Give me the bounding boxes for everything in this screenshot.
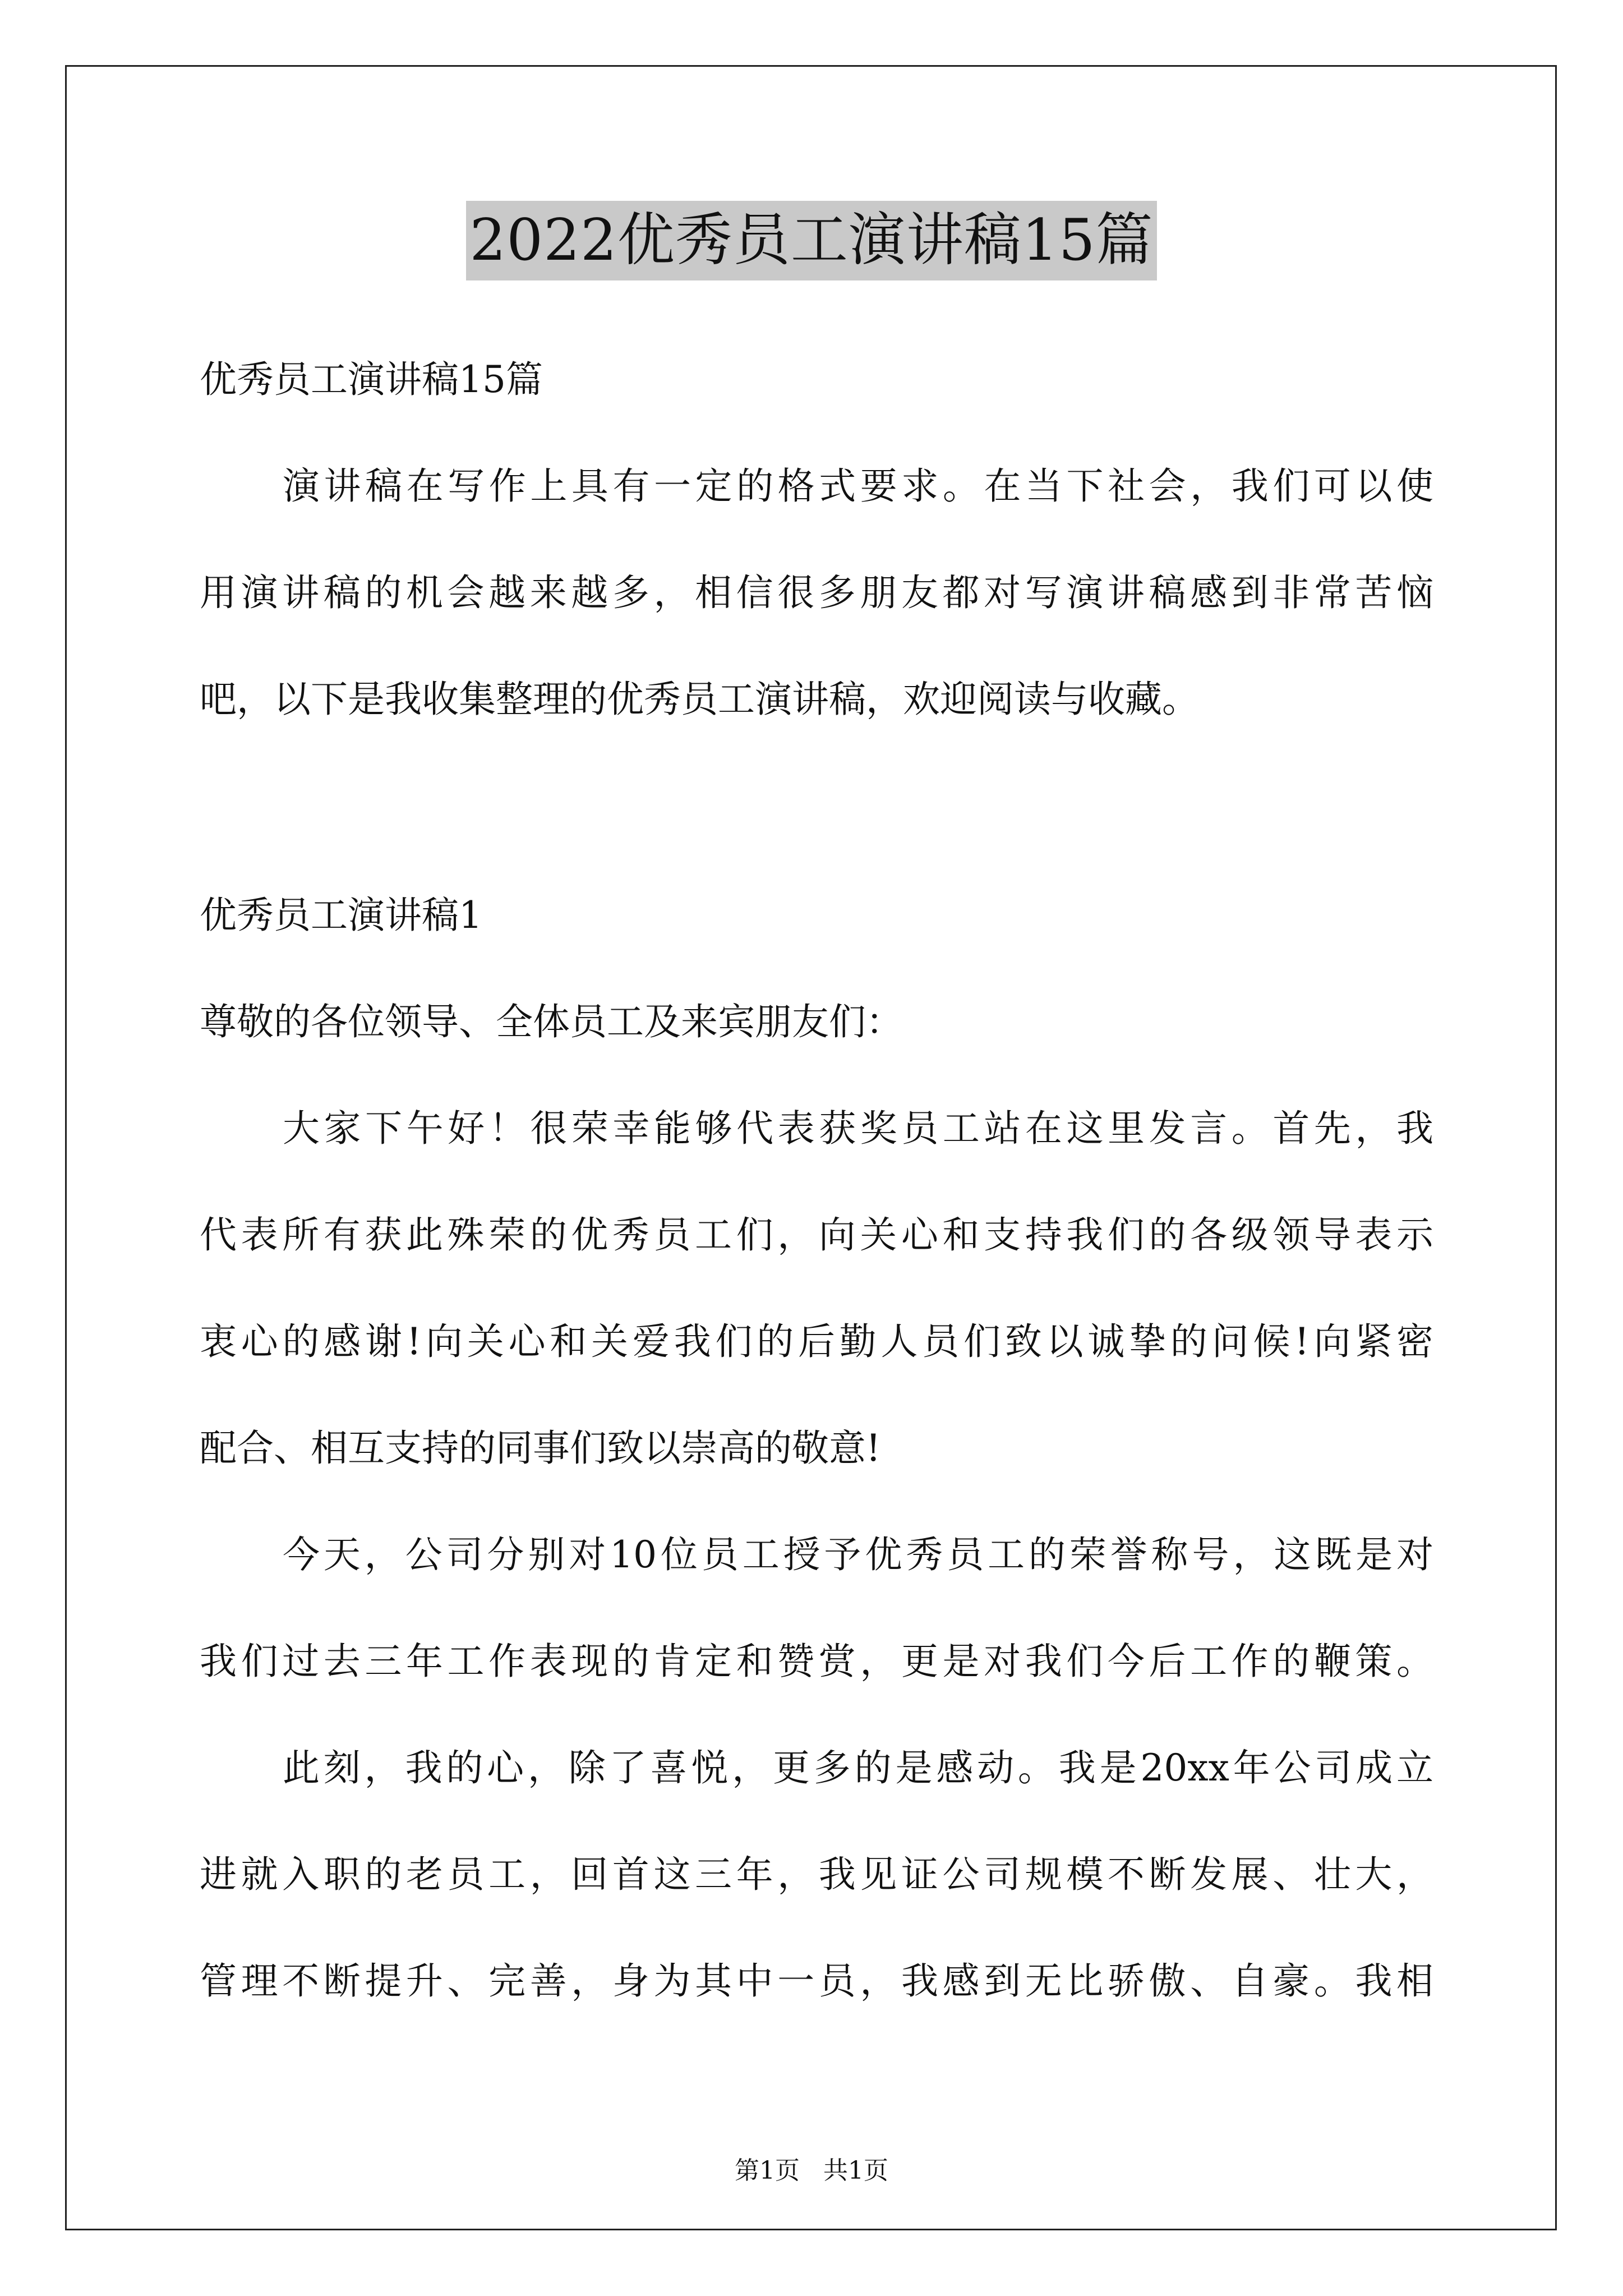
title-container <box>0 201 1623 280</box>
paragraph-line: 今天，公司分别对10位员工授予优秀员工的荣誉称号，这既是对 <box>283 1533 1433 1576</box>
section-heading: 优秀员工演讲稿1 <box>200 894 482 937</box>
paragraph-line: 我们过去三年工作表现的肯定和赞赏，更是对我们今后工作的鞭策。 <box>200 1640 1433 1683</box>
paragraph-line: 演讲稿在写作上具有一定的格式要求。在当下社会，我们可以使 <box>283 464 1433 508</box>
paragraph-line: 配合、相互支持的同事们致以崇高的敬意! <box>200 1427 881 1470</box>
document-title: 2022优秀员工演讲稿15篇 <box>466 201 1156 280</box>
paragraph-line: 进就入职的老员工，回首这三年，我见证公司规模不断发展、壮大， <box>200 1853 1433 1896</box>
paragraph-line: 大家下午好！很荣幸能够代表获奖员工站在这里发言。首先，我 <box>283 1107 1433 1150</box>
paragraph-line: 代表所有获此殊荣的优秀员工们，向关心和支持我们的各级领导表示 <box>200 1213 1433 1257</box>
paragraph-line: 吧，以下是我收集整理的优秀员工演讲稿，欢迎阅读与收藏。 <box>200 678 1199 721</box>
paragraph-line: 此刻，我的心，除了喜悦，更多的是感动。我是20xx年公司成立 <box>283 1746 1433 1789</box>
subtitle-line: 优秀员工演讲稿15篇 <box>200 358 543 401</box>
salutation-line: 尊敬的各位领导、全体员工及来宾朋友们： <box>200 1000 903 1043</box>
page-footer: 第1页 共1页 <box>735 2156 888 2185</box>
paragraph-line: 管理不断提升、完善，身为其中一员，我感到无比骄傲、自豪。我相 <box>200 1959 1433 2003</box>
paragraph-line: 衷心的感谢!向关心和关爱我们的后勤人员们致以诚挚的问候!向紧密 <box>200 1320 1433 1363</box>
paragraph-line: 用演讲稿的机会越来越多，相信很多朋友都对写演讲稿感到非常苦恼 <box>200 571 1433 614</box>
